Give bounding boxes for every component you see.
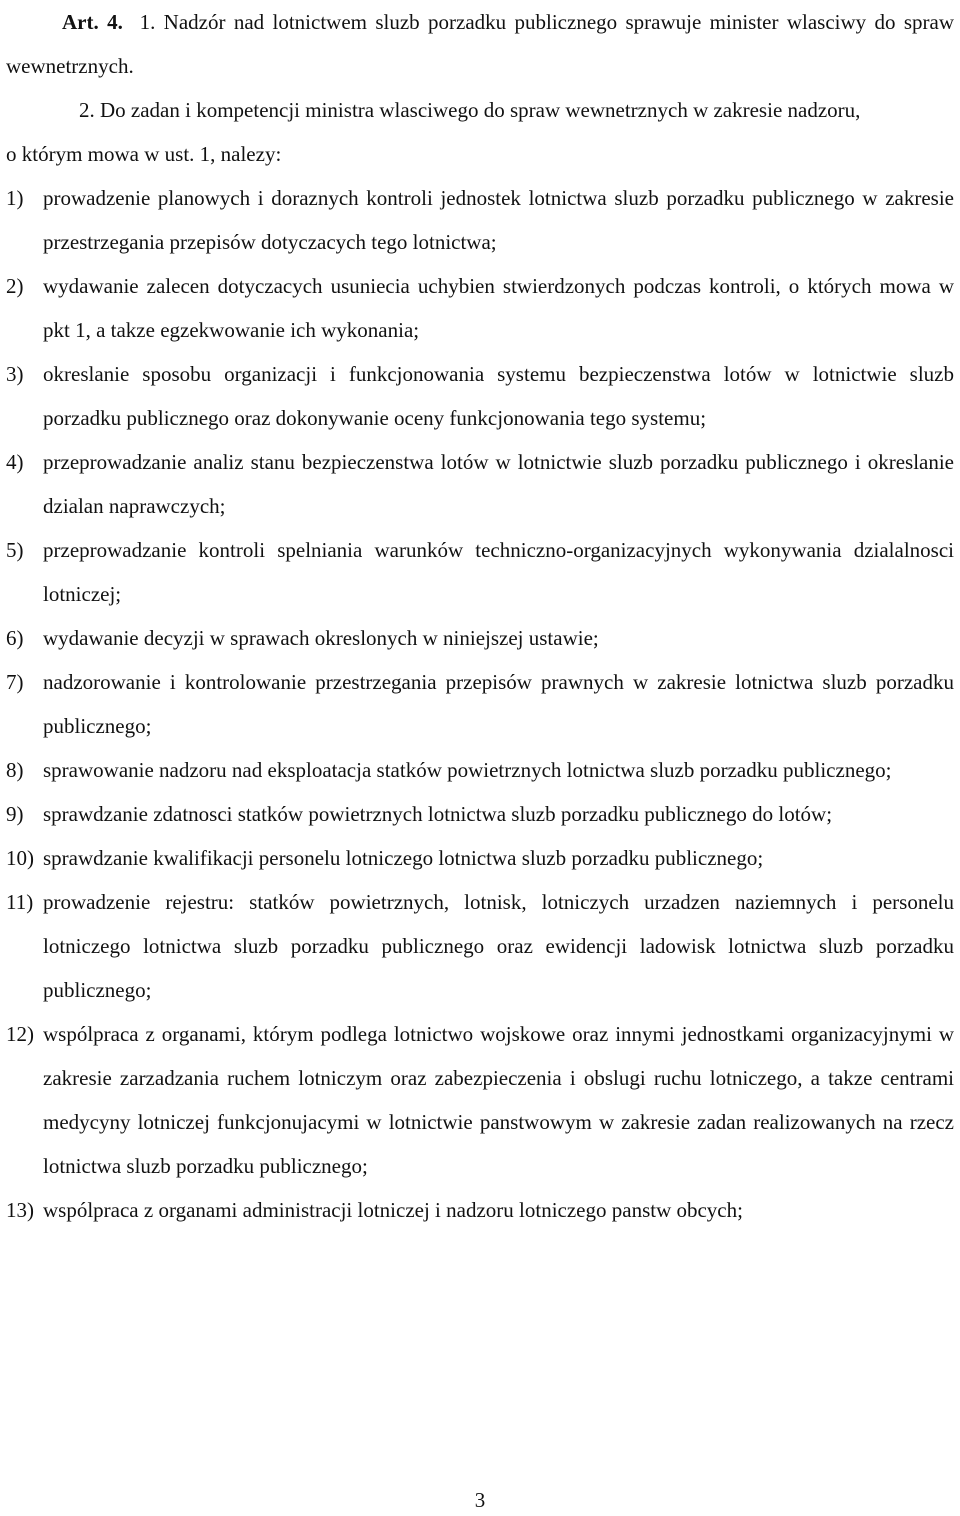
- item-text: sprawowanie nadzoru nad eksploatacja statków powietrznych lotnictwa sluzb porzadku publicznego;: [43, 758, 892, 782]
- item-number: 10): [6, 846, 34, 870]
- item-text: przeprowadzanie analiz stanu bezpieczenstwa lotów w lotnictwie sluzb porzadku publicznego i okreslanie dzialan naprawczych;: [43, 450, 954, 518]
- item-number: 4): [6, 450, 24, 474]
- list-item: [6, 836, 954, 880]
- item-number: 11): [6, 890, 34, 914]
- article-ust-2: 2. Do zadan i kompetencji ministra wlasciwego do spraw wewnetrznych w zakresie nadzoru,: [79, 98, 861, 122]
- list-item: [6, 352, 954, 440]
- list-item: [6, 660, 954, 748]
- list-item: [6, 528, 954, 616]
- list-item: [6, 792, 954, 836]
- item-text: wspólpraca z organami administracji lotniczej i nadzoru lotniczego panstw obcych;: [43, 1198, 743, 1222]
- item-text: prowadzenie planowych i doraznych kontroli jednostek lotnictwa sluzb porzadku publicznego w zakresie przestrzegania przepisów dotyczacych tego lotnictwa;: [43, 186, 954, 254]
- item-text: nadzorowanie i kontrolowanie przestrzegania przepisów prawnych w zakresie lotnictwa sluzb porzadku publicznego;: [43, 670, 954, 738]
- item-text: sprawdzanie kwalifikacji personelu lotniczego lotnictwa sluzb porzadku publicznego;: [43, 846, 764, 870]
- item-text: wspólpraca z organami, którym podlega lotnictwo wojskowe oraz innymi jednostkami organizacyjnymi w zakresie zarzadzania ruchem lotniczym oraz zabezpieczenia i obslugi ruchu lotniczego, a takze centrami medycyny lotniczej funkcjonujacymi w lotnictwie panstwowym w zakresie zadan realizowanych na rzecz lotnictwa sluzb porzadku publicznego;: [43, 1022, 954, 1178]
- article-ust-2-continuation: o którym mowa w ust. 1, nalezy:: [6, 142, 282, 166]
- item-number: 9): [6, 802, 24, 826]
- document-body: [6, 0, 954, 1232]
- list-item: [6, 616, 954, 660]
- page-number: 3: [474, 1488, 486, 1512]
- article-ust-1: [6, 0, 954, 88]
- list-item: [6, 176, 954, 264]
- item-number: 7): [6, 670, 24, 694]
- item-number: 5): [6, 538, 24, 562]
- item-number: 2): [6, 274, 24, 298]
- item-number: 8): [6, 758, 24, 782]
- item-number: 6): [6, 626, 24, 650]
- list-item: [6, 440, 954, 528]
- item-text: wydawanie zalecen dotyczacych usuniecia uchybien stwierdzonych podczas kontroli, o których mowa w pkt 1, a takze egzekwowanie ich wykonania;: [43, 274, 954, 342]
- article-label: Art. 4.: [62, 10, 123, 34]
- item-text: prowadzenie rejestru: statków powietrznych, lotnisk, lotniczych urzadzen naziemnych i personelu lotniczego lotnictwa sluzb porzadku publicznego oraz ewidencji ladowisk lotnictwa sluzb porzadku publicznego;: [43, 890, 954, 1002]
- item-list: [6, 176, 954, 1232]
- item-text: przeprowadzanie kontroli spelniania warunków techniczno-organizacyjnych wykonywania dzialalnosci lotniczej;: [43, 538, 954, 606]
- list-item: [6, 1188, 954, 1232]
- list-item: [6, 880, 954, 1012]
- item-text: sprawdzanie zdatnosci statków powietrznych lotnictwa sluzb porzadku publicznego do lotów;: [43, 802, 833, 826]
- item-number: 1): [6, 186, 24, 210]
- item-number: 13): [6, 1198, 34, 1222]
- item-number: 12): [6, 1022, 34, 1046]
- list-item: [6, 748, 954, 792]
- item-text: wydawanie decyzji w sprawach okreslonych w niniejszej ustawie;: [43, 626, 599, 650]
- item-number: 3): [6, 362, 24, 386]
- list-item: [6, 264, 954, 352]
- list-item: [6, 1012, 954, 1188]
- item-text: okreslanie sposobu organizacji i funkcjonowania systemu bezpieczenstwa lotów w lotnictwie sluzb porzadku publicznego oraz dokonywanie oceny funkcjonowania tego systemu;: [43, 362, 954, 430]
- article-ust-1-text: 1. Nadzór nad lotnictwem sluzb porzadku publicznego sprawuje minister wlasciwy do spraw wewnetrznych.: [6, 10, 955, 78]
